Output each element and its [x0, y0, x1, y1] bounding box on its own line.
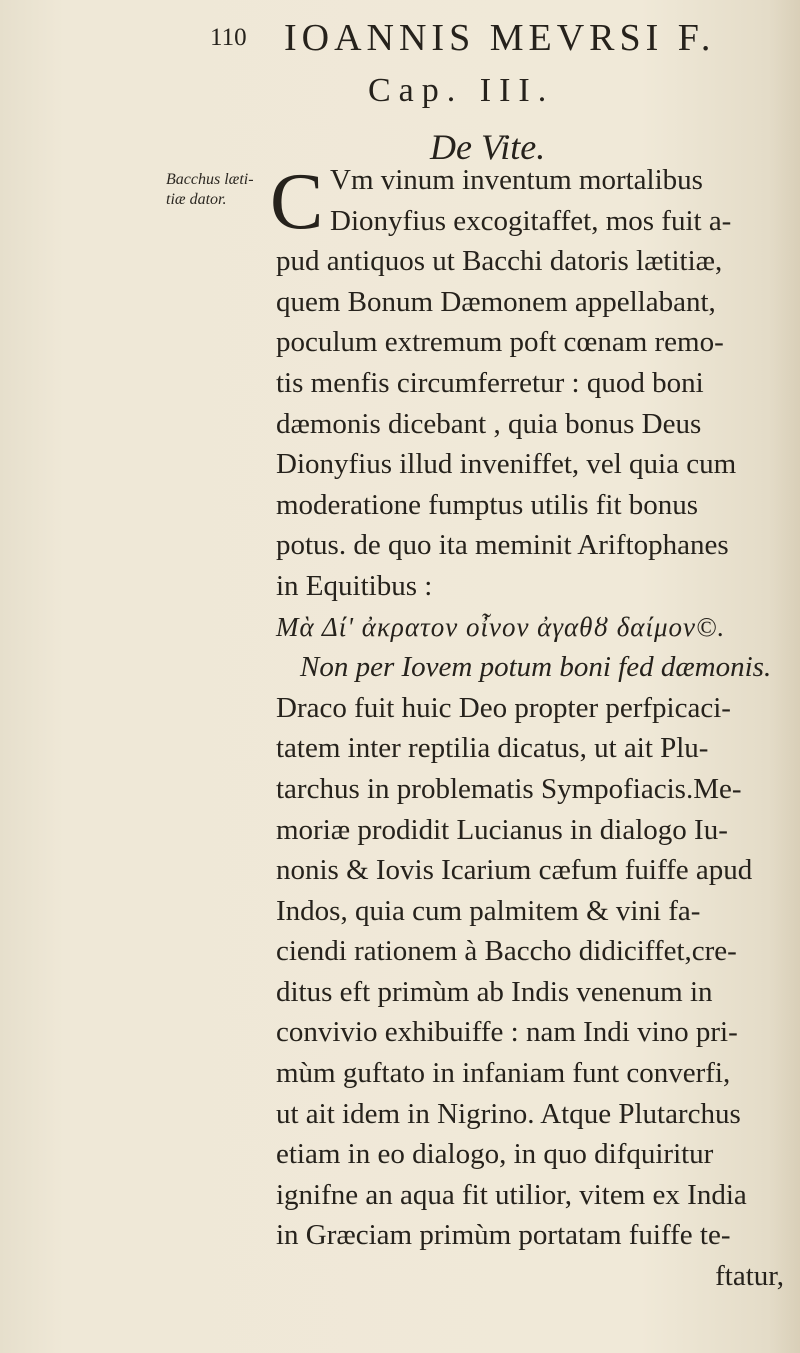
text-line: Draco fuit huic Deo propter perfpicaci- — [276, 691, 731, 724]
text-line: tis menfis circumferretur : quod boni — [276, 366, 704, 399]
chapter-title: De Vite. — [430, 127, 546, 167]
text-line: moriæ prodidit Lucianus in dialogo Iu- — [276, 813, 728, 846]
text-line: Dionyfius excogitaffet, mos fuit a- — [330, 204, 732, 237]
greek-quote: Μὰ Δί' ἀκρατον οἶνον ἀγαθȣ δαίμον©. — [276, 611, 726, 642]
text-line: in Græciam primùm portatam fuiffe te- — [276, 1219, 731, 1252]
text-line: ditus eft primùm ab Indis venenum in — [276, 975, 713, 1008]
text-line: mùm guftato in infaniam funt converfi, — [276, 1057, 731, 1090]
text-line: in Equitibus : — [276, 569, 433, 602]
text-line: Indos, quia cum palmitem & vini fa- — [276, 894, 701, 927]
body-text — [276, 160, 796, 1297]
text-line: ciendi rationem à Baccho didiciffet,cre- — [276, 935, 737, 968]
page-number: 110 — [210, 24, 247, 51]
text-line: potus. de quo ita meminit Ariftophanes — [276, 529, 729, 562]
margin-note-line: tiæ dator. — [166, 191, 227, 208]
text-line: Dionyfius illud inveniffet, vel quia cum — [276, 448, 737, 481]
text-line: poculum extremum poft cœnam remo- — [276, 326, 724, 359]
drop-capital: C — [270, 158, 324, 246]
text-line: moderatione fumptus utilis fit bonus — [276, 488, 699, 521]
margin-note — [166, 170, 254, 210]
text-line: etiam in eo dialogo, in quo difquiritur — [276, 1138, 714, 1171]
running-header — [210, 17, 716, 62]
chapter-label: Cap. III. — [368, 72, 555, 109]
text-line: tarchus in problematis Sympofiacis.Me- — [276, 772, 742, 805]
text-line: dæmonis dicebant , quia bonus Deus — [276, 407, 702, 440]
text-line: nonis & Iovis Icarium cæfum fuiffe apud — [276, 854, 753, 887]
text-line: pud antiquos ut Bacchi datoris lætitiæ, — [276, 245, 723, 278]
text-line: ftatur, — [715, 1260, 784, 1293]
text-line: ignifne an aqua fit utilior, vitem ex India — [276, 1178, 747, 1211]
text-line: Vm vinum inventum mortalibus — [330, 164, 703, 196]
running-head-title: IOANNIS MEVRSI F. — [284, 17, 716, 59]
text-line: quem Bonum Dæmonem appellabant, — [276, 285, 716, 318]
margin-note-line: Bacchus læti- — [166, 171, 254, 188]
text-line: ut ait idem in Nigrino. Atque Plutarchus — [276, 1097, 741, 1130]
text-line: convivio exhibuiffe : nam Indi vino pri- — [276, 1016, 738, 1049]
quote-translation: Non per Iovem potum boni fed dæmonis. — [300, 651, 772, 684]
text-line: tatem inter reptilia dicatus, ut ait Plu- — [276, 732, 709, 765]
